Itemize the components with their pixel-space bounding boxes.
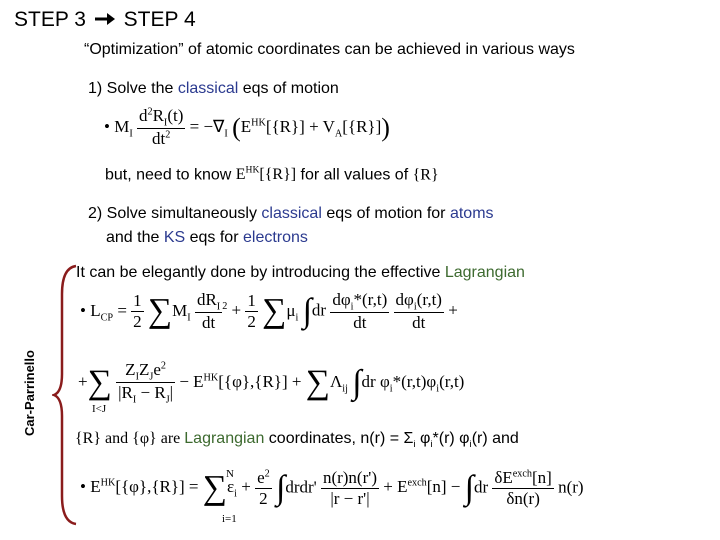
lagrangian-line: It can be elegantly done by introducing the effective Lagrangian xyxy=(76,264,525,281)
item1-suffix: eqs of motion xyxy=(238,80,339,97)
item2-classical: classical xyxy=(261,205,322,222)
item2-line1: 2) Solve simultaneously classical eqs of motion for atoms xyxy=(88,205,494,222)
sum-index: I<J xyxy=(92,403,107,415)
item2-electrons: electrons xyxy=(242,229,308,246)
item1-classical: classical xyxy=(177,80,239,97)
coords-line: {R} and {φ} are Lagrangian coordinates, $n(r) = \Sigma_i$ $\varphi_i*(r)$ $\varphi_i(r)$ and xyxy=(75,430,519,451)
arrow-right-icon xyxy=(94,11,116,27)
lagrangian-eq-1: • $L_{CP}$ = $\frac{1}{2}$ $\sum M_I$ $\frac{dR_I}{dt}$ $^2$ + $\frac{1}{2}$ $\sum\mu_i$ ∫dr $\frac{d\varphi_i*(r,t)}{dt}$ $\frac{d\varphi_i(r,t)}{dt}$ + xyxy=(80,290,458,333)
sum-limits: N xyxy=(226,468,234,480)
side-label: Car-Parrinello xyxy=(22,350,37,436)
item2-line2: and the KS eqs for electrons xyxy=(106,229,308,246)
but-line xyxy=(105,165,439,184)
slide-title xyxy=(14,8,196,32)
item2-atoms: atoms xyxy=(449,205,494,222)
coords-lagrangian: Lagrangian xyxy=(184,430,265,447)
ehk-term: $E^{HK}[\{R\}]$ xyxy=(235,165,297,184)
but-prefix: but, need to know xyxy=(105,166,236,184)
ehk-equation: • $E^{HK}[\{\varphi\},\{R\}] = \sum\varepsilon_i$ + $\frac{e^2}{2}$ ∫drdr' $\frac{n(r)n(r')}{|r - r'|}$ + $E^{exch}[n] - \int dr$ $\frac{\delta E^{exch}[n]}{\delta n(r)}$ n(r) xyxy=(80,468,584,508)
but-tail: {R} xyxy=(412,166,439,184)
intro-text: “Optimization” of atomic coordinates can be achieved in various ways xyxy=(84,41,575,58)
lagrangian-eq-2: +∑ $\frac{Z_IZ_Je^2}{|R_I - R_J|}$ − $E^{HK}[\{\varphi\},\{R\}] + \sum\Lambda_{ij}$ ∫dr $\varphi_i*(r,t)\varphi_i(r,t)$ xyxy=(78,360,465,406)
brace-shape xyxy=(52,264,78,526)
equation-motion: • $M_I$ $\frac{d^2R_I(t)}{dt^2}$ = $-\nabla_I$ $(E^{HK}[\{R\}] + V_A[\{R\}])$ xyxy=(104,106,390,149)
lagrangian-highlight: Lagrangian xyxy=(444,264,525,281)
sum-lower: i=1 xyxy=(222,513,237,525)
step-from: STEP 3 xyxy=(14,8,86,31)
item1-text xyxy=(88,80,339,98)
but-middle: for all values of xyxy=(296,166,413,184)
step-to: STEP 4 xyxy=(123,8,196,31)
item2-ks: KS xyxy=(163,229,186,246)
item1-prefix: 1) Solve the xyxy=(88,80,178,97)
